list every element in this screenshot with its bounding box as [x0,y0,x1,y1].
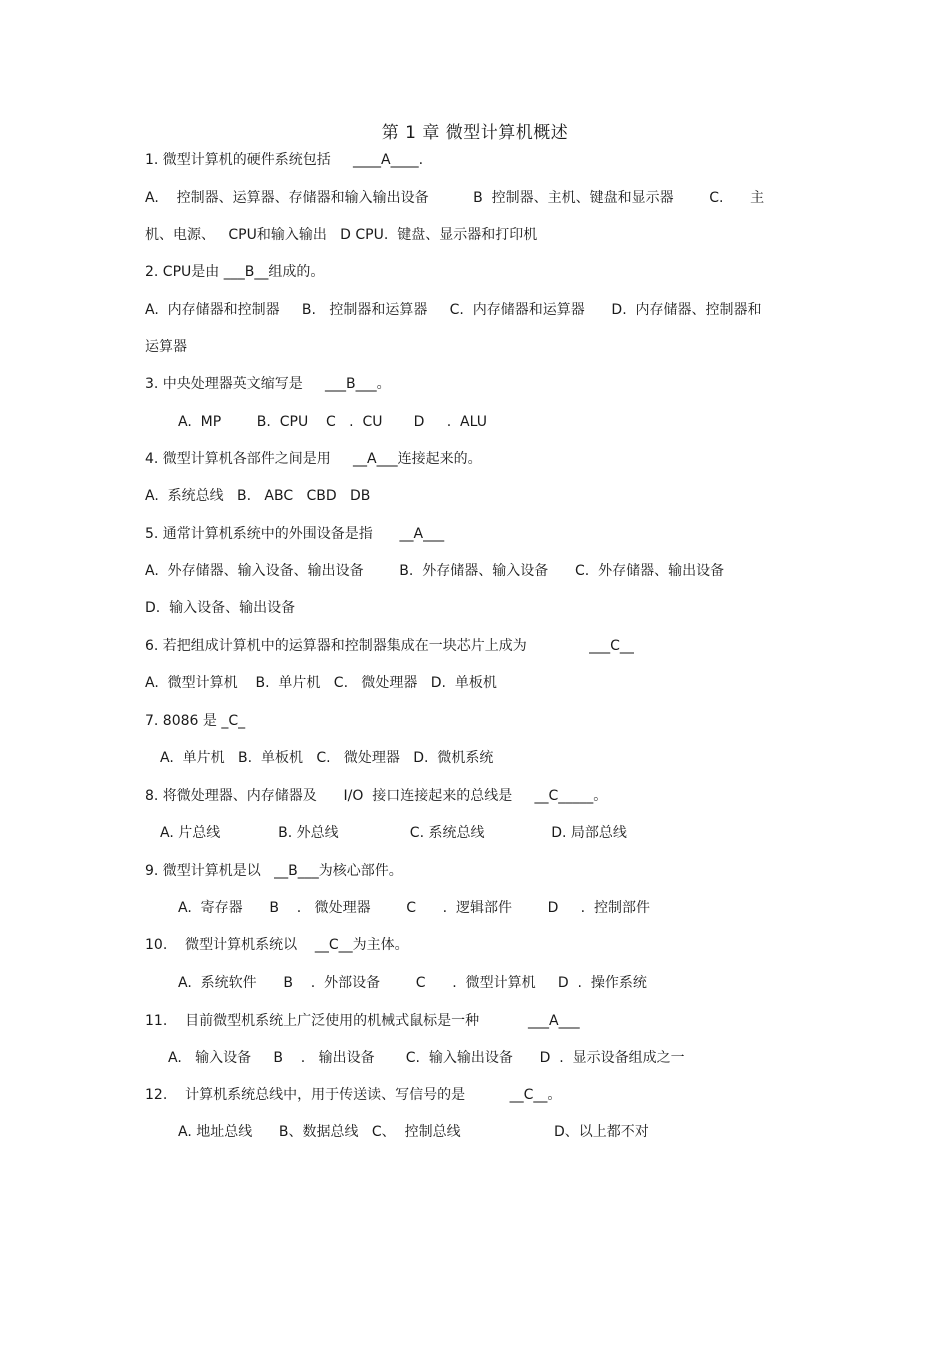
question-3: 3. 中央处理器英文缩写是 ___B___。 [145,376,391,392]
question-12: 12. 计算机系统总线中，用于传送读、写信号的是 __C__。 [145,1087,562,1103]
question-2-options: A. 内存储器和控制器 B. 控制器和运算器 C. 内存储器和运算器 D. 内存储器、控制器和 [145,302,762,318]
question-11: 11. 目前微型机系统上广泛使用的机械式鼠标是一种 ___A___ [145,1013,580,1029]
question-5: 5. 通常计算机系统中的外围设备是指 __A___ [145,526,445,542]
question-1-options-cont: 机、电源、 CPU和输入输出 D CPU. 键盘、显示器和打印机 [145,227,538,243]
question-1-options: A. 控制器、运算器、存储器和输入输出设备 B 控制器、主机、键盘和显示器 C. 主 [145,190,765,206]
question-10: 10. 微型计算机系统以 __C__为主体。 [145,937,409,953]
question-9: 9. 微型计算机是以 __B___为核心部件。 [145,863,403,879]
question-12-options: A. 地址总线 B、数据总线 C、 控制总线 D、以上都不对 [178,1124,649,1140]
question-6: 6. 若把组成计算机中的运算器和控制器集成在一块芯片上成为 ___C__ [145,638,634,654]
question-2-options-cont: 运算器 [145,339,187,355]
question-4: 4. 微型计算机各部件之间是用 __A___连接起来的。 [145,451,482,467]
question-3-options: A. MP B. CPU C . CU D . ALU [178,414,487,430]
question-10-options: A. 系统软件 B . 外部设备 C . 微型计算机 D . 操作系统 [178,975,647,991]
question-8: 8. 将微处理器、内存储器及 I/O 接口连接起来的总线是 __C_____。 [145,788,608,804]
question-5-options-cont: D. 输入设备、输出设备 [145,600,296,616]
question-7: 7. 8086 是 _C_ [145,713,246,729]
question-11-options: A. 输入设备 B . 输出设备 C. 输入输出设备 D . 显示设备组成之一 [168,1050,685,1066]
question-2: 2. CPU是由 ___B__组成的。 [145,264,325,280]
page-title: 第 1 章 微型计算机概述 [381,123,569,143]
question-8-options: A. 片总线 B. 外总线 C. 系统总线 D. 局部总线 [160,825,627,841]
question-5-options: A. 外存储器、输入设备、输出设备 B. 外存储器、输入设备 C. 外存储器、输出设备 [145,563,725,579]
question-7-options: A. 单片机 B. 单板机 C. 微处理器 D. 微机系统 [160,750,494,766]
question-6-options: A. 微型计算机 B. 单片机 C. 微处理器 D. 单板机 [145,675,497,691]
question-1: 1. 微型计算机的硬件系统包括 ____A____. [145,152,424,168]
question-4-options: A. 系统总线 B. ABC CBD DB [145,488,371,504]
question-9-options: A. 寄存器 B . 微处理器 C . 逻辑部件 D . 控制部件 [178,900,651,916]
